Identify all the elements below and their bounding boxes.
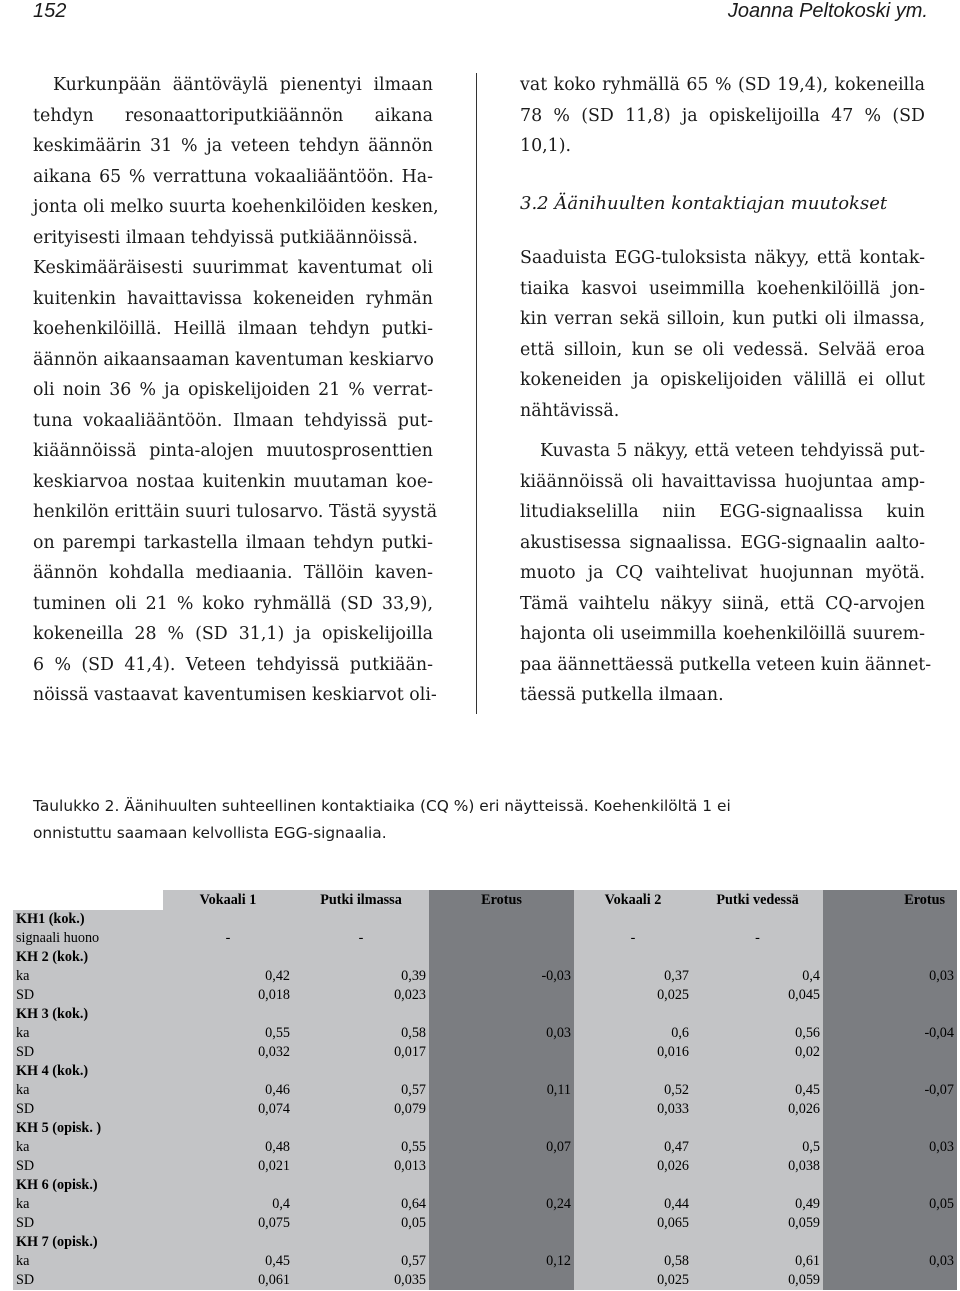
table-cell: 0,035	[293, 1271, 429, 1290]
table-cell	[692, 948, 823, 967]
table-cell	[574, 1233, 692, 1252]
text-line: Saaduista EGG-tuloksista näkyy, että kontak-	[520, 248, 925, 268]
table-cell	[429, 910, 574, 929]
table-cell: -	[163, 929, 293, 948]
row-label: KH 5 (opisk. )	[13, 1119, 163, 1138]
right-text-column	[520, 70, 932, 711]
table-cell	[429, 1271, 574, 1290]
table-cell: 0,55	[293, 1138, 429, 1157]
column-header: Erotus	[823, 890, 957, 910]
table-cell: -	[293, 929, 429, 948]
table-cell: 0,079	[293, 1100, 429, 1119]
table-cell	[163, 910, 293, 929]
table-cell: 0,07	[429, 1138, 574, 1157]
column-header: Erotus	[429, 890, 574, 910]
table-cell	[429, 1233, 574, 1252]
section-heading: 3.2 Äänihuulten kontaktiajan muutokset	[520, 192, 888, 214]
table-cell	[293, 1233, 429, 1252]
table-cell: 0,4	[163, 1195, 293, 1214]
table-row	[13, 910, 957, 929]
text-line: kiäännöissä pinta-alojen muutosprosenttien	[33, 441, 433, 461]
table-cell: 0,45	[692, 1081, 823, 1100]
table-cell: -0,03	[429, 967, 574, 986]
table-cell	[163, 1005, 293, 1024]
table-row	[13, 1138, 957, 1157]
paragraph-contact-time	[520, 243, 925, 426]
table-cell	[692, 1176, 823, 1195]
table-row	[13, 1195, 957, 1214]
text-line: litudiakselilla niin EGG-signaalissa kuin	[520, 502, 925, 522]
table-cell	[574, 1176, 692, 1195]
text-line: Tämä vaihtelu näkyy siinä, että CQ-arvojen	[520, 593, 925, 614]
table-row	[13, 1119, 957, 1138]
table-cell: 0,57	[293, 1081, 429, 1100]
table-cell	[293, 1062, 429, 1081]
table-caption	[33, 793, 913, 847]
table-cell	[163, 1176, 293, 1195]
table-cell	[823, 1214, 957, 1233]
table-cell	[163, 1119, 293, 1138]
table-cell: 0,059	[692, 1214, 823, 1233]
table-cell	[692, 1062, 823, 1081]
text-line: henkilön erittäin suuri tulosarvo. Tästä syystä	[33, 502, 438, 522]
text-line: 78 % (SD 11,8) ja opiskelijoilla 47 % (SD	[520, 105, 925, 126]
table-cell: -	[692, 929, 823, 948]
table-cell	[574, 1062, 692, 1081]
table-cell	[823, 1119, 957, 1138]
table-cell	[163, 1233, 293, 1252]
text-line: jonta oli melko suurta koehenkilöiden kesken,	[33, 197, 439, 217]
table-cell: 0,033	[574, 1100, 692, 1119]
row-label: ka	[13, 1024, 163, 1043]
table-cell: 0,24	[429, 1195, 574, 1214]
row-label: KH 7 (opisk.)	[13, 1233, 163, 1252]
table-cell	[823, 1176, 957, 1195]
table-cell	[429, 1119, 574, 1138]
caption-line: Taulukko 2. Äänihuulten suhteellinen kontaktiaika (CQ %) eri näytteissä. Koehenkilöltä 1 ei	[33, 797, 731, 815]
row-label: SD	[13, 986, 163, 1005]
row-label: SD	[13, 1157, 163, 1176]
table-cell	[823, 986, 957, 1005]
table-cell	[574, 910, 692, 929]
row-label: ka	[13, 1252, 163, 1271]
row-label: ka	[13, 1081, 163, 1100]
table-cell	[429, 1062, 574, 1081]
text-line: kokeneilla 28 % (SD 31,1) ja opiskelijoilla	[33, 624, 433, 644]
table-row	[13, 1024, 957, 1043]
table-cell: 0,52	[574, 1081, 692, 1100]
running-header-author: Joanna Peltokoski ym.	[727, 0, 928, 22]
text-line: Keskimääräisesti suurimmat kaventumat oli	[33, 258, 433, 278]
table-cell: 0,045	[692, 986, 823, 1005]
table-cell: 0,03	[823, 1138, 957, 1157]
table-row	[13, 1214, 957, 1233]
table-cell	[823, 929, 957, 948]
paragraph-continuation	[520, 70, 925, 162]
table-header-row	[13, 890, 957, 910]
table-cell: 0,026	[692, 1100, 823, 1119]
table-cell: 0,12	[429, 1252, 574, 1271]
table-cell: 0,017	[293, 1043, 429, 1062]
text-line: koehenkilöillä. Heillä ilmaan tehdyn putki-	[33, 319, 433, 339]
text-line: aikana 65 % verrattuna vokaaliääntöön. Ha-	[33, 166, 433, 187]
table-cell: 0,021	[163, 1157, 293, 1176]
row-label: ka	[13, 967, 163, 986]
table-cell: 0,56	[692, 1024, 823, 1043]
table-cell: 0,075	[163, 1214, 293, 1233]
table-cell	[823, 1100, 957, 1119]
column-header	[13, 890, 163, 910]
table-cell: 0,5	[692, 1138, 823, 1157]
table-cell: 0,44	[574, 1195, 692, 1214]
table-cell	[692, 910, 823, 929]
table-row	[13, 967, 957, 986]
text-line: täessä putkella ilmaan.	[520, 685, 724, 705]
text-line: äännön aikaansaaman kaventuman keskiarvo	[33, 349, 434, 370]
table-cell	[823, 910, 957, 929]
table-cell: 0,05	[293, 1214, 429, 1233]
table-cell: 0,065	[574, 1214, 692, 1233]
table-cell	[692, 1119, 823, 1138]
paragraph-figure-5	[520, 436, 932, 711]
table-cell: 0,061	[163, 1271, 293, 1290]
text-line: hajonta oli useimmilla koehenkilöillä suurem-	[520, 624, 925, 644]
table-cell	[429, 1176, 574, 1195]
text-line: keskimäärin 31 % ja veteen tehdyn äännön	[33, 136, 433, 156]
column-header: Vokaali 1	[163, 890, 293, 910]
table-cell	[429, 1043, 574, 1062]
row-label: SD	[13, 1100, 163, 1119]
table-cell: 0,059	[692, 1271, 823, 1290]
table-cell: 0,6	[574, 1024, 692, 1043]
table-cell	[293, 1119, 429, 1138]
text-line: kin verran sekä silloin, kun putki oli ilmassa,	[520, 309, 925, 329]
text-line: 10,1).	[520, 136, 572, 156]
table-row	[13, 1005, 957, 1024]
text-line: muoto ja CQ vaihtelivat huojunnan myötä.	[520, 563, 925, 583]
table-cell	[823, 1271, 957, 1290]
table-cell: 0,018	[163, 986, 293, 1005]
row-label: SD	[13, 1043, 163, 1062]
text-line: kokeneiden ja opiskelijoiden välillä ei ollut	[520, 370, 925, 390]
table-cell: 0,02	[692, 1043, 823, 1062]
table-row	[13, 1081, 957, 1100]
row-label: ka	[13, 1195, 163, 1214]
row-label: KH 4 (kok.)	[13, 1062, 163, 1081]
text-line: 6 % (SD 41,4). Veteen tehdyissä putkiään-	[33, 654, 433, 675]
table-cell: 0,4	[692, 967, 823, 986]
table-cell: 0,038	[692, 1157, 823, 1176]
row-label: KH 3 (kok.)	[13, 1005, 163, 1024]
table-row	[13, 1100, 957, 1119]
text-line: tuminen oli 21 % koko ryhmällä (SD 33,9),	[33, 593, 433, 614]
table-cell	[574, 1005, 692, 1024]
table-cell	[823, 1043, 957, 1062]
table-cell	[429, 986, 574, 1005]
text-line: että silloin, kun se oli vedessä. Selvää eroa	[520, 339, 925, 360]
table-cell: 0,42	[163, 967, 293, 986]
table-cell: 0,64	[293, 1195, 429, 1214]
table-row	[13, 1176, 957, 1195]
page-number: 152	[33, 0, 67, 22]
table-row	[13, 986, 957, 1005]
table-cell: 0,47	[574, 1138, 692, 1157]
table-row	[13, 948, 957, 967]
text-line: erityisesti ilmaan tehdyissä putkiäännöissä.	[33, 227, 418, 248]
text-line: vat koko ryhmällä 65 % (SD 19,4), kokeneilla	[520, 75, 925, 95]
table-cell: 0,11	[429, 1081, 574, 1100]
row-label: KH 2 (kok.)	[13, 948, 163, 967]
table-cell: 0,026	[574, 1157, 692, 1176]
table-cell	[293, 948, 429, 967]
table-cell: 0,46	[163, 1081, 293, 1100]
table-cell: 0,45	[163, 1252, 293, 1271]
table-cell	[429, 1005, 574, 1024]
table-cell: 0,05	[823, 1195, 957, 1214]
text-line: akustisessa signaalissa. EGG-signaalin aalto-	[520, 532, 925, 553]
row-label: KH1 (kok.)	[13, 910, 163, 929]
column-divider	[476, 73, 477, 714]
table-cell	[429, 1214, 574, 1233]
table-cell	[574, 1119, 692, 1138]
table-cell: 0,49	[692, 1195, 823, 1214]
text-line: paa äännettäessä putkella veteen kuin äännet-	[520, 654, 932, 675]
table-cell: -0,04	[823, 1024, 957, 1043]
text-line: oli noin 36 % ja opiskelijoiden 21 % verrat-	[33, 380, 433, 400]
table-cell: -	[574, 929, 692, 948]
table-cell: 0,58	[293, 1024, 429, 1043]
table-cell	[293, 1005, 429, 1024]
text-line: nöissä vastaavat kaventumisen keskiarvot oli-	[33, 685, 437, 705]
table-row	[13, 1157, 957, 1176]
row-label: KH 6 (opisk.)	[13, 1176, 163, 1195]
row-label: signaali huono	[13, 929, 163, 948]
table-cell: 0,03	[823, 1252, 957, 1271]
text-line: tiaika kasvoi useimmilla koehenkilöillä jon-	[520, 278, 925, 299]
table-cell	[429, 948, 574, 967]
table-cell: 0,025	[574, 1271, 692, 1290]
table-cell: 0,013	[293, 1157, 429, 1176]
caption-line: onnistuttu saamaan kelvollista EGG-signaalia.	[33, 824, 387, 842]
text-line: kiäännöissä oli havaittavissa huojuntaa amp-	[520, 471, 925, 492]
table-cell: 0,48	[163, 1138, 293, 1157]
table-cell: 0,016	[574, 1043, 692, 1062]
text-line: äännön kohdalla mediaania. Tällöin kaven-	[33, 563, 433, 583]
table-row	[13, 1271, 957, 1290]
table-cell	[823, 1005, 957, 1024]
column-header: Putki vedessä	[692, 890, 823, 910]
table-cell	[823, 1062, 957, 1081]
table-cell: 0,61	[692, 1252, 823, 1271]
table-cell	[163, 948, 293, 967]
text-line: keskiarvoa nostaa kuitenkin muutaman koe-	[33, 471, 433, 492]
table-row	[13, 1233, 957, 1252]
table-cell: 0,074	[163, 1100, 293, 1119]
table-cell	[163, 1062, 293, 1081]
table-cell: 0,37	[574, 967, 692, 986]
text-line: on parempi tarkastella ilmaan tehdyn putki-	[33, 532, 433, 553]
table-cell: 0,03	[823, 967, 957, 986]
table-cell	[429, 1100, 574, 1119]
table-cell	[823, 948, 957, 967]
table-row	[13, 929, 957, 948]
row-label: SD	[13, 1271, 163, 1290]
table-row	[13, 1043, 957, 1062]
table-cell: 0,03	[429, 1024, 574, 1043]
table-cell	[574, 948, 692, 967]
row-label: ka	[13, 1138, 163, 1157]
text-line: nähtävissä.	[520, 400, 620, 421]
table-cell	[293, 1176, 429, 1195]
table-cell	[429, 929, 574, 948]
table-cell	[429, 1157, 574, 1176]
table-row	[13, 1062, 957, 1081]
table-row	[13, 1252, 957, 1271]
text-line: Kurkunpään ääntöväylä pienentyi ilmaan	[53, 75, 433, 95]
text-line: Kuvasta 5 näkyy, että veteen tehdyissä put-	[540, 441, 925, 461]
text-line: tuna vokaaliääntöön. Ilmaan tehdyissä put-	[33, 410, 433, 431]
text-line: tehdyn resonaattoriputkiäännön aikana	[33, 105, 433, 126]
left-text-column	[33, 70, 439, 711]
text-line: kuitenkin havaittavissa kokeneiden ryhmän	[33, 288, 433, 309]
table-cell	[823, 1233, 957, 1252]
table-cell: 0,55	[163, 1024, 293, 1043]
table-cell: 0,57	[293, 1252, 429, 1271]
table-cell: -0,07	[823, 1081, 957, 1100]
table-cell: 0,025	[574, 986, 692, 1005]
table-cell: 0,58	[574, 1252, 692, 1271]
table-cell	[293, 910, 429, 929]
row-label: SD	[13, 1214, 163, 1233]
cq-table	[13, 890, 957, 1290]
table-cell: 0,032	[163, 1043, 293, 1062]
table-cell	[823, 1157, 957, 1176]
table-cell	[692, 1005, 823, 1024]
table-cell	[692, 1233, 823, 1252]
table-cell: 0,39	[293, 967, 429, 986]
table-cell: 0,023	[293, 986, 429, 1005]
column-header: Putki ilmassa	[293, 890, 429, 910]
column-header: Vokaali 2	[574, 890, 692, 910]
